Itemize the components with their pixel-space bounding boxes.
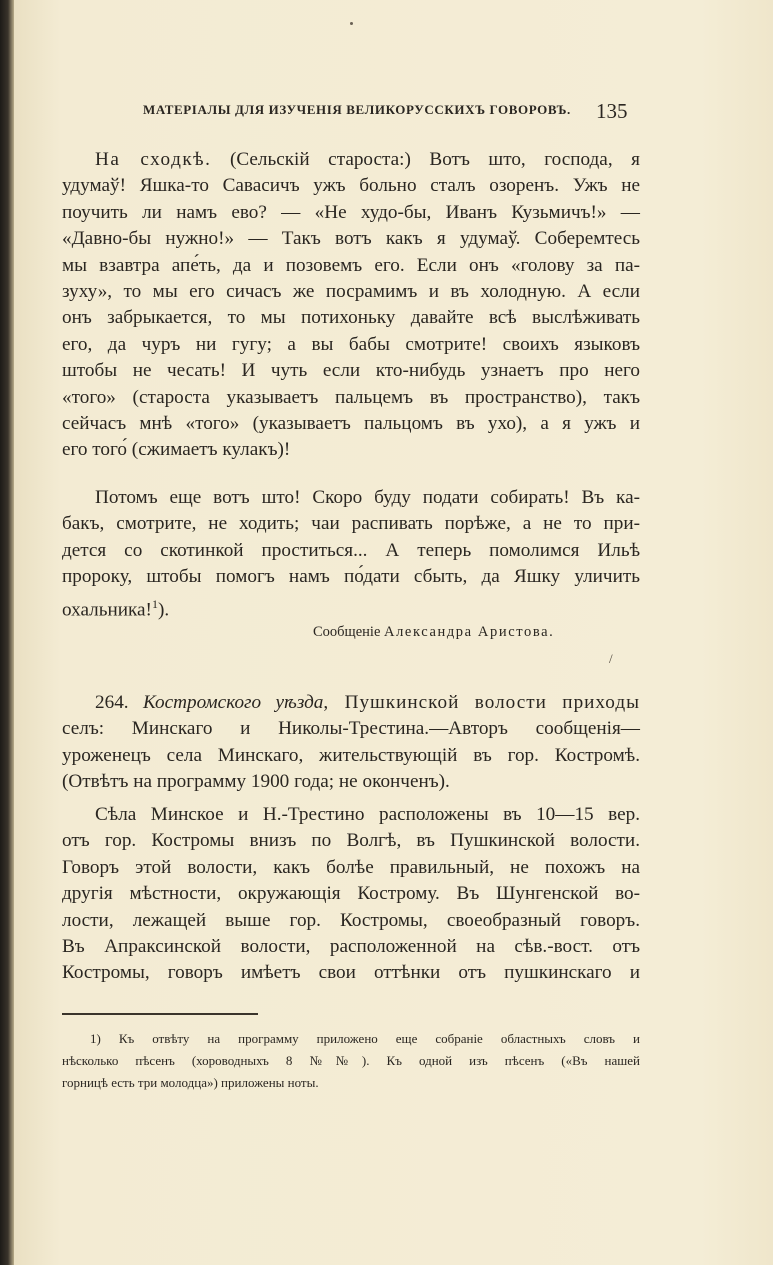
text-line: Говоръ этой волости, какъ болѣе правильный, не похожъ на xyxy=(62,856,640,878)
text-line: дется со скотинкой проститься... А теперь помолимся Ильѣ xyxy=(62,539,640,561)
district-name: Костромского уѣзда xyxy=(143,692,324,713)
text-line: штобы не чесать! И чуть если кто-нибудь узнаетъ про него xyxy=(62,360,640,382)
text-line: Костромы, говоръ имѣетъ свои оттѣнки отъ пушкинскаго и xyxy=(62,962,640,984)
paragraph-264 xyxy=(62,690,640,796)
text-line: Потомъ еще вотъ што! Скоро буду подати собирать! Въ ка- xyxy=(95,487,640,508)
text-line: мы взавтра апе́ть, да и позовемъ его. Если онъ «голову за па- xyxy=(62,254,640,276)
running-head: МАТЕРІАЛЫ ДЛЯ ИЗУЧЕНІЯ ВЕЛИКОРУССКИХЪ ГОВОРОВЪ. xyxy=(143,102,571,117)
signature: Сообщеніе Александра Аристова. xyxy=(313,624,555,640)
text-line: (Отвѣтъ на программу 1900 года; не оконченъ). xyxy=(62,771,450,793)
text-line: «того» (староста указываетъ пальцемъ въ пространство), такъ xyxy=(62,386,640,408)
page-number: 135 xyxy=(596,99,628,123)
text-line: удумаў! Яшка-то Савасичъ ужъ больно сталъ озоренъ. Ужъ не xyxy=(62,175,640,197)
text-line: На сходкѣ. (Сельскій староста:) Вотъ што, господа, я xyxy=(95,149,640,170)
text-line: его того́ (сжимаетъ кулакъ)! xyxy=(62,439,291,461)
text-line: его, да чуръ ни гугу; а вы бабы смотрите! своихъ языковъ xyxy=(62,333,640,355)
paragraph-villages xyxy=(62,802,640,987)
author-name: Александра Аристова. xyxy=(384,624,555,640)
text-line: 264. Костромского уѣзда, Пушкинской волости приходы xyxy=(95,692,640,713)
footnote-divider xyxy=(62,1013,258,1015)
stray-mark: / xyxy=(609,651,613,666)
text-line: онъ забрыкается, то мы потихоньку давайте всѣ выслѣживать xyxy=(62,307,640,329)
paragraph-village-meeting xyxy=(62,147,640,464)
text-line: уроженецъ села Минскаго, жительствующій въ гор. Костромѣ. xyxy=(62,744,640,766)
paragraph-taxes xyxy=(62,485,640,623)
text-line: пророку, штобы помогъ намъ по́дати сбыть, да Яшку уличить xyxy=(62,566,640,588)
book-spine-shadow xyxy=(0,0,14,1265)
footnote-line: горницѣ есть три молодца») приложены ноты. xyxy=(62,1075,319,1090)
text-line: сейчасъ мнѣ «того» (указываетъ пальцомъ въ ухо), а я ужъ и xyxy=(62,413,640,435)
text-line: селъ: Минскаго и Николы-Трестина.—Авторъ сообщенія— xyxy=(62,718,640,740)
print-speck xyxy=(350,22,353,25)
text-line: Въ Апраксинской волости, расположенной на сѣв.-вост. отъ xyxy=(62,936,640,958)
section-title: На сходкѣ. xyxy=(95,149,212,170)
text-line: лости, лежащей выше гор. Костромы, своеобразный говоръ. xyxy=(62,909,640,931)
text-line: Сѣла Минское и Н.-Трестино расположены въ 10—15 вер. xyxy=(95,804,640,825)
text-line: поучить ли намъ ево? — «Не худо-бы, Иванъ Кузьмичъ!» — xyxy=(62,201,640,223)
text-line: «Давно-бы нужно!» — Такъ вотъ какъ я удумаў. Соберемтесь xyxy=(62,228,640,250)
footnote-line: нѣсколько пѣсенъ (хороводныхъ 8 №№). Къ одной изъ пѣсенъ («Въ нашей xyxy=(62,1053,640,1068)
text-line: охальника!$^1$). xyxy=(62,596,170,621)
text-line: зуху», то мы его сичасъ же посрамимъ и въ холодную. А если xyxy=(62,281,640,303)
text-line: другія мѣстности, окружающія Кострому. Въ Шунгенской во- xyxy=(62,883,640,905)
footnote xyxy=(62,1028,640,1094)
footnote-line: 1) Къ отвѣту на программу приложено еще собраніе областныхъ словъ и xyxy=(90,1031,640,1046)
text-line: отъ гор. Костромы внизъ по Волгѣ, въ Пушкинской волости. xyxy=(62,830,640,852)
footnote-reference[interactable]: 1 xyxy=(151,596,158,611)
text-line: бакъ, смотрите, не ходить; чаи распивать порѣже, а не то при- xyxy=(62,513,640,535)
entry-number: 264. xyxy=(95,692,143,713)
